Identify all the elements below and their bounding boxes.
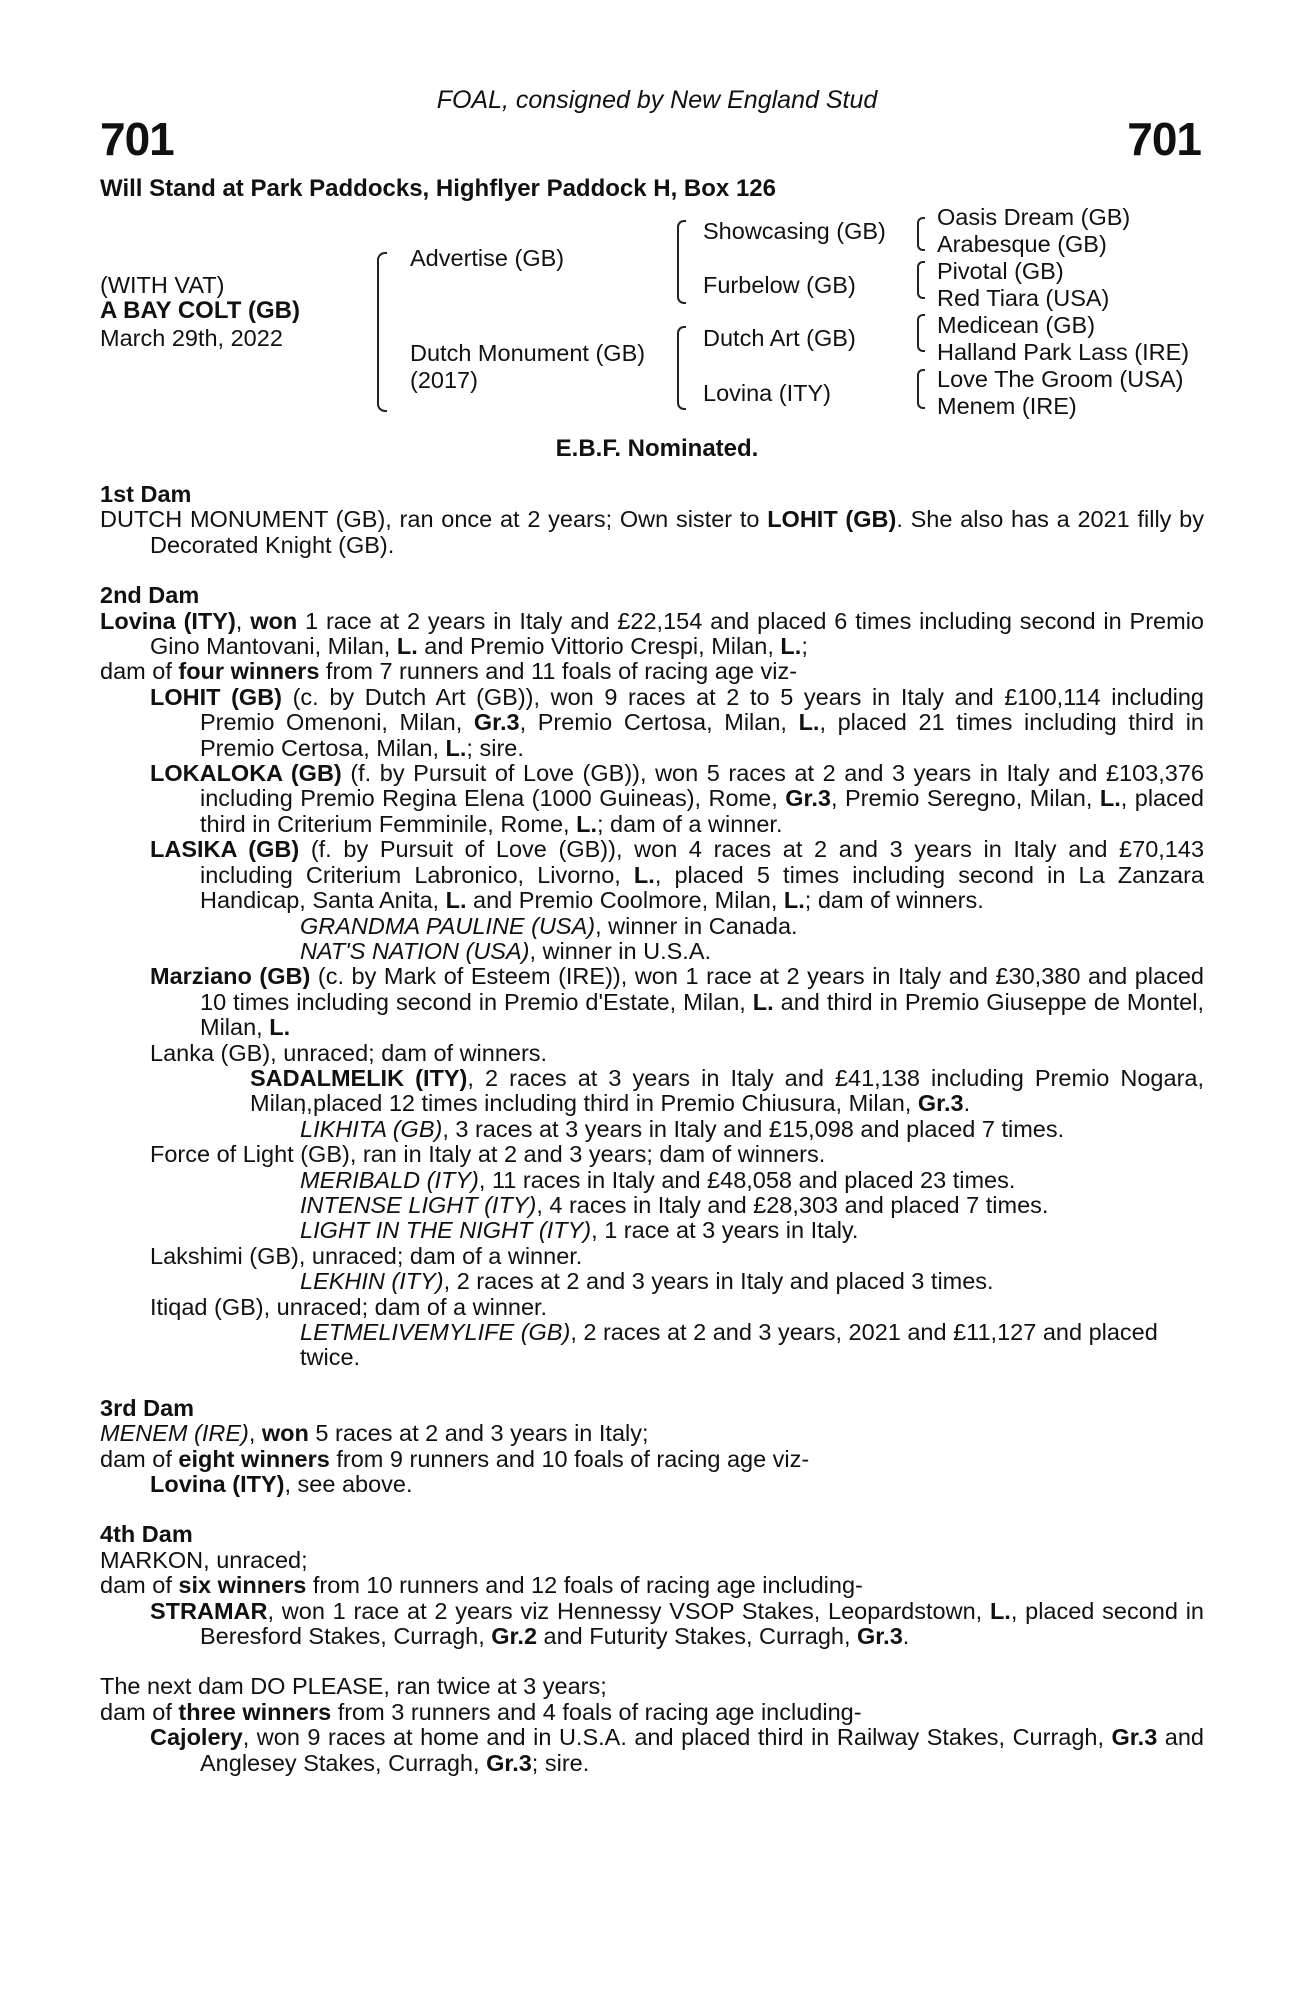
lakshimi-record: Lakshimi (GB), unraced; dam of a winner. — [150, 1242, 583, 1269]
stramar-record: STRAMAR, won 1 race at 2 years viz Hennessy VSOP Stakes, Leopardstown, L., placed second in Beresford Stakes, Curragh, Gr.2 and Futurity Stakes, Curragh, Gr.3. — [150, 1597, 1204, 1650]
sadalmelik-record-cont: , placed 12 times including third in Premio Chiusura, Milan, Gr.3. — [300, 1090, 971, 1117]
stand-location: Will Stand at Park Paddocks, Highflyer Paddock H, Box 126 — [100, 175, 776, 202]
lot-number-left: 701 — [100, 113, 174, 165]
dam-year: (2017) — [410, 367, 478, 393]
ebf-nominated: E.B.F. Nominated. — [555, 435, 759, 462]
pedigree-brace-dd — [917, 369, 925, 409]
dd-sire: Love The Groom (USA) — [937, 366, 1184, 392]
likhita-record: LIKHITA (GB), 3 races at 3 years in Italy and £15,098 and placed 7 times. — [300, 1115, 1065, 1142]
produce-record — [100, 482, 1204, 1776]
third-dam-heading: 3rd Dam — [100, 1394, 195, 1421]
pedigree-brace-sire — [677, 220, 686, 304]
first-dam-heading: 1st Dam — [100, 481, 192, 507]
sd-dam: Red Tiara (USA) — [937, 285, 1110, 311]
ds-sire: Medicean (GB) — [937, 312, 1096, 338]
nats-nation-record: NAT'S NATION (USA), winner in U.S.A. — [300, 937, 712, 964]
horse-dob: March 29th, 2022 — [100, 325, 283, 351]
sire-name: Advertise (GB) — [410, 245, 565, 271]
ss-dam: Arabesque (GB) — [937, 231, 1107, 257]
lohit-record: LOHIT (GB) (c. by Dutch Art (GB)), won 9 races at 2 to 5 years in Italy and £100,114 including Premio Omenoni, Milan, Gr.3, Premio Certosa, Milan, L., placed 21 times including third in Premio Certosa, Milan, L.; sire. — [150, 683, 1204, 761]
cajolery-record: Cajolery, won 9 races at home and in U.S.A. and placed third in Railway Stakes, Curragh, Gr.3 and Anglesey Stakes, Curragh, Gr.3; sire. — [150, 1724, 1204, 1776]
sd-sire: Pivotal (GB) — [937, 258, 1064, 284]
vat-note: (WITH VAT) — [100, 272, 225, 298]
letmelivemylife-record: LETMELIVEMYLIFE (GB), 2 races at 2 and 3 years, 2021 and £11,127 and placed twice. — [300, 1319, 1158, 1371]
first-dam-text: DUTCH MONUMENT (GB), ran once at 2 years; Own sister to LOHIT (GB). She also has a 2021 filly by Decorated Knight (GB). — [100, 506, 1205, 558]
force-of-light-record: Force of Light (GB), ran in Italy at 2 and 3 years; dam of winners. — [150, 1141, 826, 1168]
fourth-dam-heading: 4th Dam — [100, 1521, 193, 1548]
sire-sire: Showcasing (GB) — [703, 218, 886, 244]
next-dam-summary: dam of three winners from 3 runners and 4 foals of racing age including- — [100, 1698, 862, 1725]
dam-sire: Dutch Art (GB) — [703, 325, 856, 351]
second-dam-summary: dam of four winners from 7 runners and 11 foals of racing age viz- — [100, 658, 798, 685]
light-in-the-night-record: LIGHT IN THE NIGHT (ITY), 1 race at 3 years in Italy. — [300, 1217, 859, 1244]
horse-name: A BAY COLT (GB) — [100, 297, 301, 324]
lanka-record: Lanka (GB), unraced; dam of winners. — [150, 1039, 548, 1066]
lot-number-right: 701 — [1127, 113, 1201, 165]
lekhin-record: LEKHIN (ITY), 2 races at 2 and 3 years in Italy and placed 3 times. — [300, 1268, 994, 1295]
sadalmelik-record: SADALMELIK (ITY), 2 races at 3 years in Italy and £41,138 including Premio Nogara, Milan, — [250, 1064, 1204, 1117]
grandma-pauline-record: GRANDMA PAULINE (USA), winner in Canada. — [300, 912, 798, 939]
lovina-record: Lovina (ITY), won 1 race at 2 years in Italy and £22,154 and placed 6 times including second in Premio Gino Mantovani, Milan, L. and Premio Vittorio Crespi, Milan, L.; — [100, 607, 1204, 660]
pedigree-brace-ds — [917, 314, 925, 352]
lokaloka-record: LOKALOKA (GB) (f. by Pursuit of Love (GB)), won 5 races at 2 and 3 years in Italy and £103,376 including Premio Regina Elena (1000 Guineas), Rome, Gr.3, Premio Seregno, Milan, L., placed third in Criterium Femminile, Rome, L.; dam of a winner. — [150, 760, 1204, 837]
lasika-record: LASIKA (GB) (f. by Pursuit of Love (GB)), won 4 races at 2 and 3 years in Italy and £70,143 including Criterium Labronico, Livorno, L., placed 5 times including second in La Zanzara Handicap, Santa Anita, L. and Premio Coolmore, Milan, L.; dam of winners. — [150, 836, 1205, 914]
lovina-crossref: Lovina (ITY), see above. — [150, 1471, 413, 1498]
marziano-record: Marziano (GB) (c. by Mark of Esteem (IRE)), won 1 race at 2 years in Italy and £30,380 and placed 10 times including second in Premio d'Estate, Milan, L. and third in Premio Giuseppe de Montel, Milan, L. — [150, 963, 1204, 1041]
intense-light-record: INTENSE LIGHT (ITY), 4 races in Italy and £28,303 and placed 7 times. — [300, 1191, 1049, 1218]
dam-name: Dutch Monument (GB) — [410, 340, 646, 366]
second-dam-heading: 2nd Dam — [100, 582, 200, 609]
third-dam-summary: dam of eight winners from 9 runners and 10 foals of racing age viz- — [100, 1445, 810, 1472]
menem-record: MENEM (IRE), won 5 races at 2 and 3 years in Italy; — [100, 1420, 649, 1447]
pedigree-brace-ss — [917, 217, 925, 251]
dd-dam: Menem (IRE) — [937, 393, 1077, 419]
itiqad-record: Itiqad (GB), unraced; dam of a winner. — [150, 1293, 548, 1320]
sire-dam: Furbelow (GB) — [703, 272, 856, 298]
fourth-dam-summary: dam of six winners from 10 runners and 12 foals of racing age including- — [100, 1572, 863, 1599]
next-dam-record: The next dam DO PLEASE, ran twice at 3 years; — [100, 1673, 607, 1700]
pedigree-brace-main — [377, 252, 387, 412]
pedigree-brace-sd — [917, 261, 925, 299]
markon-record: MARKON, unraced; — [100, 1546, 308, 1573]
pedigree-brace-dam — [677, 326, 686, 410]
ds-dam: Halland Park Lass (IRE) — [937, 339, 1190, 365]
ss-sire: Oasis Dream (GB) — [937, 204, 1131, 230]
dam-dam: Lovina (ITY) — [703, 380, 831, 406]
consignment-line: FOAL, consigned by New England Stud — [436, 86, 878, 114]
meribald-record: MERIBALD (ITY), 11 races in Italy and £48,058 and placed 23 times. — [300, 1166, 1016, 1193]
